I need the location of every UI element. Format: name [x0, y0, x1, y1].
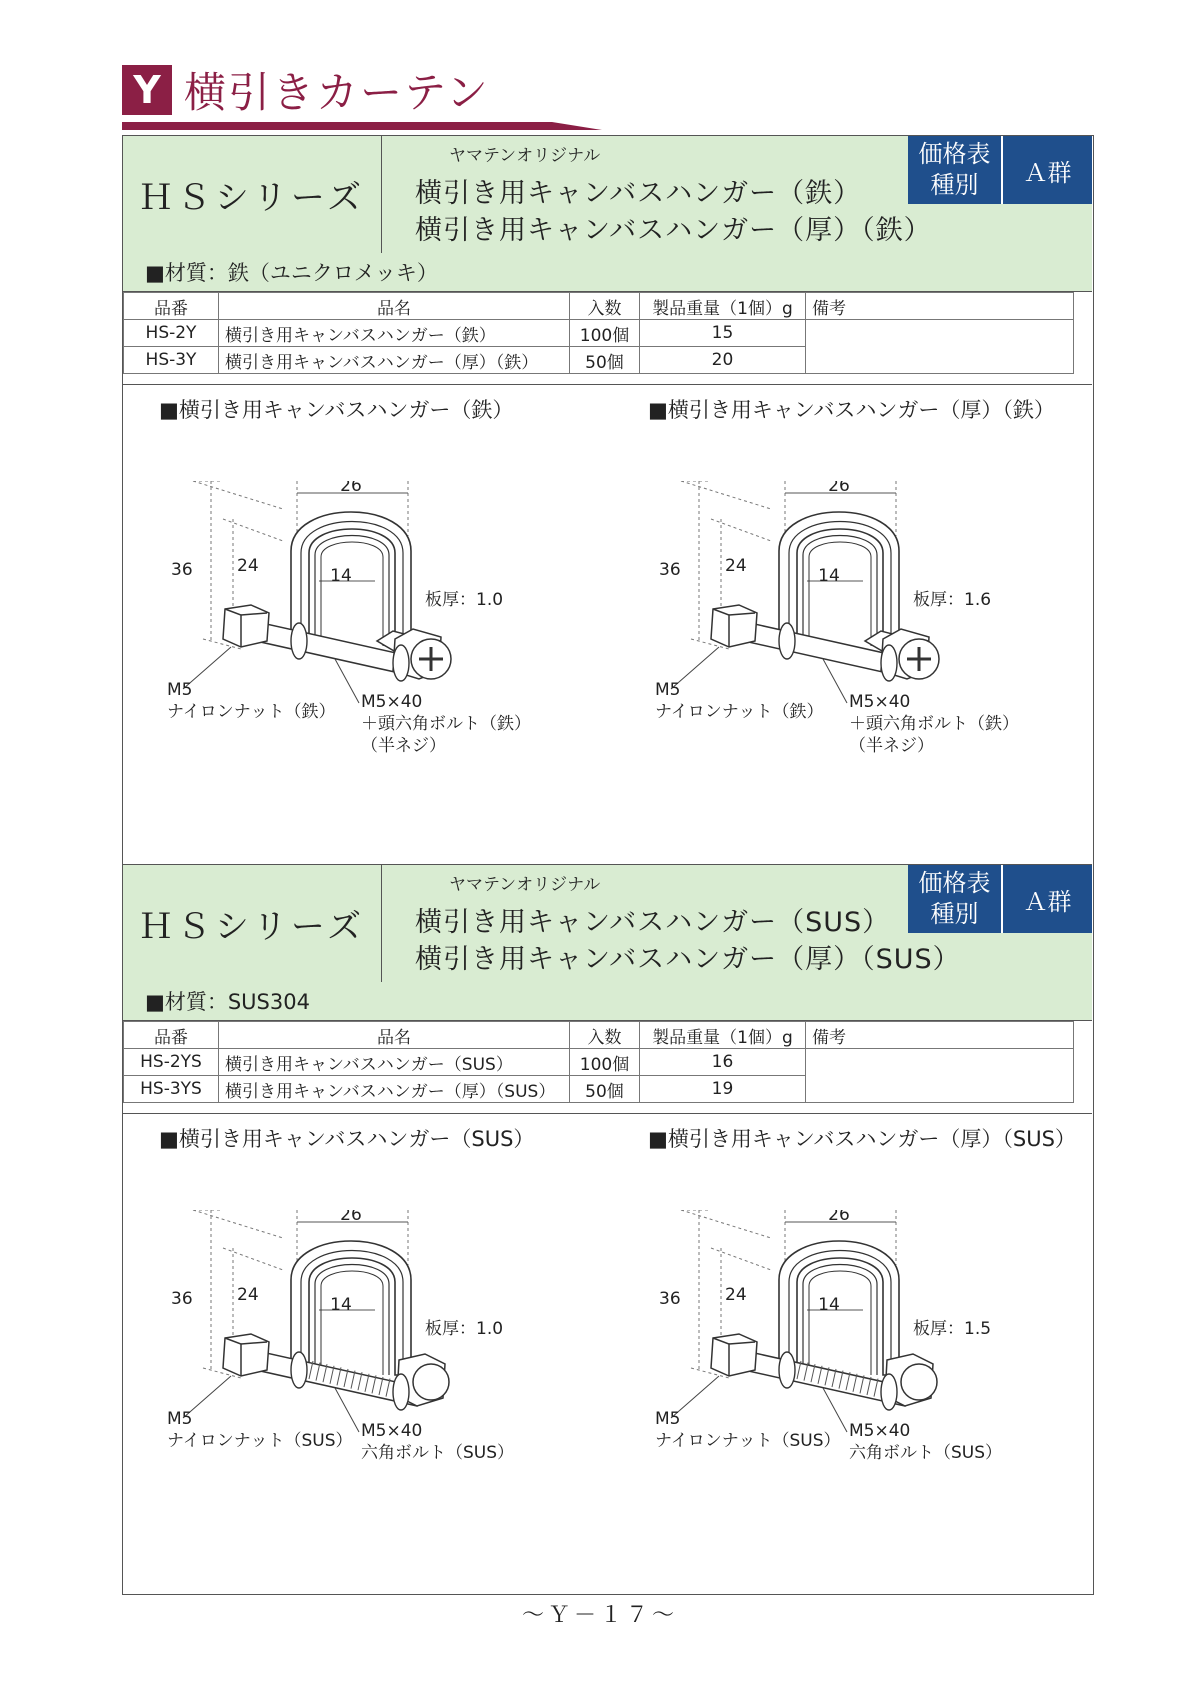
product-title: 横引き用キャンバスハンガー（鉄） [415, 178, 862, 209]
series-name: ＨＳシリーズ [123, 136, 382, 253]
col-header: 製品重量（1個）g [640, 1022, 806, 1049]
bolt-size-label: M5×40 [849, 692, 911, 712]
bolt-size-label: M5×40 [849, 1421, 911, 1441]
dim-height-label: 36 [659, 560, 681, 580]
dim-inner-width-label: 14 [818, 566, 840, 586]
hanger-drawing [651, 1210, 1071, 1550]
section-iron [123, 136, 1092, 864]
dim-inner-height-label: 24 [725, 1285, 747, 1305]
bolt-label: ＋頭六角ボルト（鉄） [361, 714, 531, 734]
dim-inner-width-label: 14 [330, 1295, 352, 1315]
col-header: 品番 [124, 293, 219, 320]
col-header: 製品重量（1個）g [640, 293, 806, 320]
price-group: Ａ群 [1003, 136, 1092, 204]
page-number: ～Ｙ－１７～ [521, 1603, 678, 1628]
content-frame [122, 135, 1094, 1595]
original-label: ヤマテンオリジナル [449, 875, 601, 895]
col-header: 入数 [570, 1022, 640, 1049]
dim-height-label: 36 [171, 560, 193, 580]
page-title: 横引きカーテン [184, 68, 490, 117]
hanger-diagram [651, 481, 1071, 821]
nut-size-label: M5 [167, 1409, 193, 1429]
dim-width-label: 26 [828, 1210, 850, 1225]
section-header [123, 865, 1092, 983]
series-name: ＨＳシリーズ [123, 865, 382, 982]
dim-inner-height-label: 24 [725, 556, 747, 576]
price-type-label: 価格表 種別 [908, 865, 1003, 933]
nut-label: ナイロンナット（SUS） [167, 1431, 353, 1451]
table-row: HS-3Y 横引き用キャンバスハンガー（厚）（鉄） 50個 20 [124, 347, 1074, 374]
table-row: HS-3YS 横引き用キャンバスハンガー（厚）（SUS） 50個 19 [124, 1076, 1074, 1103]
divider [123, 1113, 1092, 1114]
section-header [123, 136, 1092, 254]
section-sus [123, 865, 1092, 1595]
nut-size-label: M5 [655, 680, 681, 700]
dim-height-label: 36 [659, 1289, 681, 1309]
col-header: 備考 [806, 1022, 1074, 1049]
original-label: ヤマテンオリジナル [449, 146, 601, 166]
dim-inner-width-label: 14 [330, 566, 352, 586]
spec-table [123, 1021, 1074, 1103]
bolt-size-label: M5×40 [361, 1421, 423, 1441]
dim-inner-width-label: 14 [818, 1295, 840, 1315]
nut-label: ナイロンナット（鉄） [167, 702, 336, 722]
dim-width-label: 26 [828, 481, 850, 496]
hanger-diagram [651, 1210, 1071, 1550]
material-row: ■材質：鉄（ユニクロメッキ） [123, 253, 1092, 292]
product-title: 横引き用キャンバスハンガー（厚）（鉄） [415, 215, 932, 246]
figure-title: ■横引き用キャンバスハンガー（SUS） [159, 1127, 535, 1151]
figure-title: ■横引き用キャンバスハンガー（厚）（鉄） [648, 398, 1055, 422]
nut-size-label: M5 [655, 1409, 681, 1429]
dim-inner-height-label: 24 [237, 556, 259, 576]
col-header: 品名 [219, 293, 570, 320]
nut-label: ナイロンナット（SUS） [655, 1431, 841, 1451]
bolt-size-label: M5×40 [361, 692, 423, 712]
dim-height-label: 36 [171, 1289, 193, 1309]
header-rule [122, 122, 602, 130]
table-row: HS-2Y 横引き用キャンバスハンガー（鉄） 100個 15 [124, 320, 1074, 347]
bolt-label: 六角ボルト（SUS） [849, 1443, 1003, 1463]
table-row: HS-2YS 横引き用キャンバスハンガー（SUS） 100個 16 [124, 1049, 1074, 1076]
col-header: 入数 [570, 293, 640, 320]
bolt-note-label: （半ネジ） [361, 736, 446, 756]
bolt-note-label: （半ネジ） [849, 736, 934, 756]
hanger-drawing [163, 1210, 583, 1550]
product-title: 横引き用キャンバスハンガー（SUS） [415, 907, 891, 938]
thickness-label: 板厚：1.0 [425, 1319, 504, 1339]
hanger-diagram [163, 1210, 583, 1550]
figure-title: ■横引き用キャンバスハンガー（鉄） [159, 398, 514, 422]
dim-width-label: 26 [340, 481, 362, 496]
thickness-label: 板厚：1.0 [425, 590, 504, 610]
section-badge: Y [122, 65, 172, 115]
hanger-drawing [651, 481, 1071, 821]
nut-label: ナイロンナット（鉄） [655, 702, 824, 722]
dim-width-label: 26 [340, 1210, 362, 1225]
thickness-label: 板厚：1.6 [913, 590, 992, 610]
nut-size-label: M5 [167, 680, 193, 700]
price-group: Ａ群 [1003, 865, 1092, 933]
price-type-label: 価格表 種別 [908, 136, 1003, 204]
col-header: 品名 [219, 1022, 570, 1049]
thickness-label: 板厚：1.5 [913, 1319, 992, 1339]
material-row: ■材質：SUS304 [123, 982, 1092, 1021]
col-header: 品番 [124, 1022, 219, 1049]
hanger-diagram [163, 481, 583, 821]
hanger-drawing [163, 481, 583, 821]
bolt-label: ＋頭六角ボルト（鉄） [849, 714, 1019, 734]
col-header: 備考 [806, 293, 1074, 320]
dim-inner-height-label: 24 [237, 1285, 259, 1305]
bolt-label: 六角ボルト（SUS） [361, 1443, 515, 1463]
figure-title: ■横引き用キャンバスハンガー（厚）（SUS） [648, 1127, 1076, 1151]
product-title: 横引き用キャンバスハンガー（厚）（SUS） [415, 944, 961, 975]
divider [123, 384, 1092, 385]
page-header [122, 60, 490, 120]
spec-table [123, 292, 1074, 374]
